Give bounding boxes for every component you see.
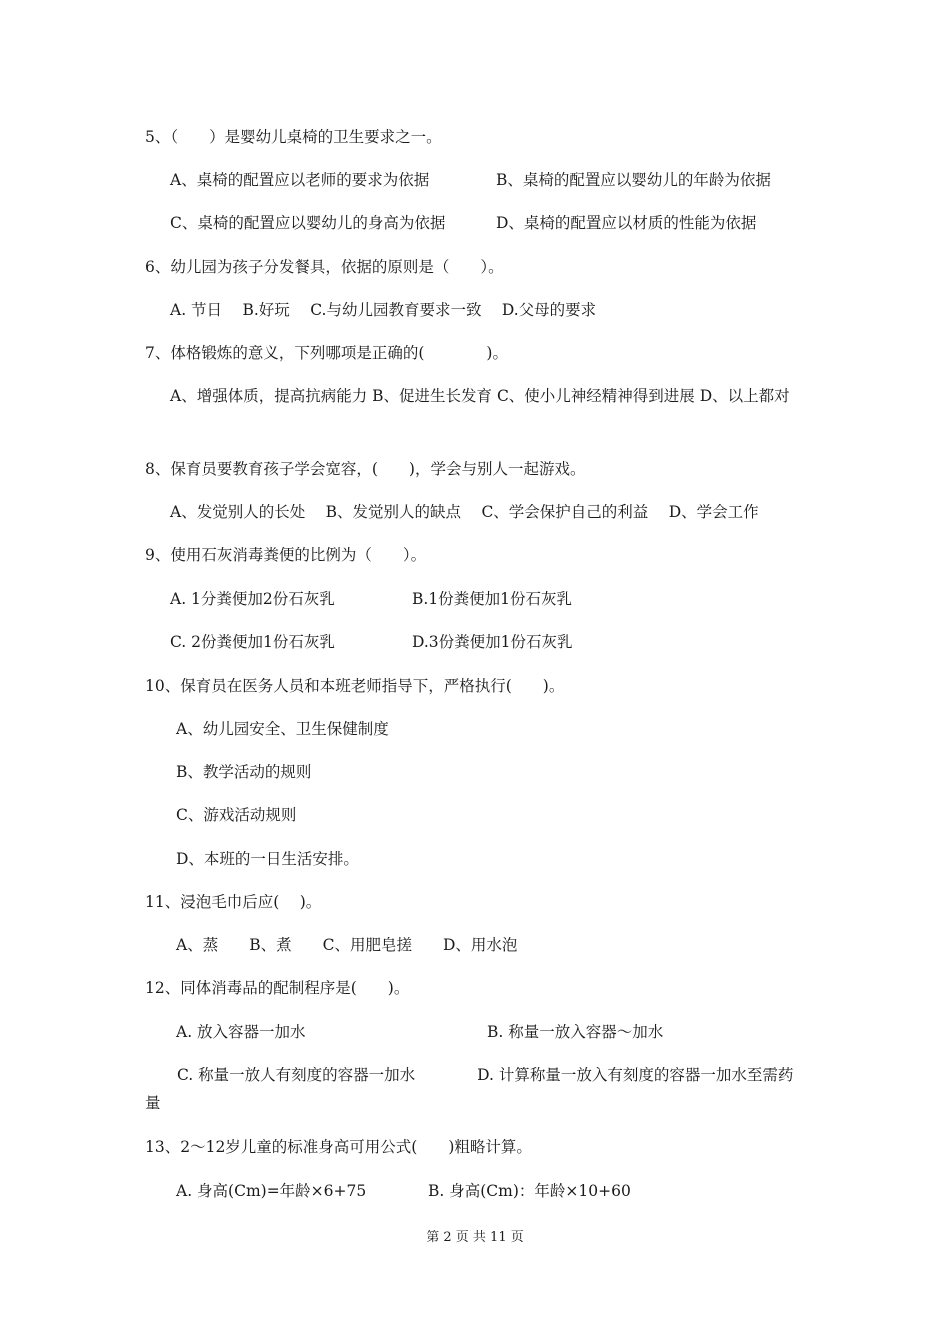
question-5-option-a: A、桌椅的配置应以老师的要求为依据 — [170, 171, 430, 189]
question-6-stem: 6、幼儿园为孩子分发餐具，依据的原则是（ ）。 — [145, 258, 504, 276]
question-5-stem: 5、（ ）是婴幼儿桌椅的卫生要求之一。 — [145, 128, 442, 146]
question-10-option-d: D、本班的一日生活安排。 — [176, 850, 359, 868]
question-5-option-c: C、桌椅的配置应以婴幼儿的身高为依据 — [170, 214, 446, 232]
question-13-stem: 13、2～12岁儿童的标准身高可用公式( )粗略计算。 — [145, 1138, 532, 1156]
question-12-option-a: A. 放入容器一加水 — [176, 1023, 306, 1041]
question-9-option-d: D.3份粪便加1份石灰乳 — [412, 633, 573, 651]
question-9-option-c: C. 2份粪便加1份石灰乳 — [170, 633, 335, 651]
page-number-footer: 第 2 页 共 11 页 — [426, 1230, 524, 1245]
question-6-options: A. 节日 B.好玩 C.与幼儿园教育要求一致 D.父母的要求 — [170, 301, 597, 319]
question-7-options: A、增强体质，提高抗病能力 B、促进生长发育 C、使小儿神经精神得到进展 D、以上都对 — [170, 387, 790, 405]
question-12-option-cd: C. 称量一放人有刻度的容器一加水 D. 计算称量一放入有刻度的容器一加水至需药量 — [145, 1066, 794, 1112]
question-5-option-b: B、桌椅的配置应以婴幼儿的年龄为依据 — [496, 171, 771, 189]
question-10-option-b: B、教学活动的规则 — [176, 763, 312, 781]
question-10-option-a: A、幼儿园安全、卫生保健制度 — [176, 720, 389, 738]
question-11-options: A、蒸 B、煮 C、用肥皂搓 D、用水泡 — [176, 936, 518, 954]
question-7-stem: 7、体格锻炼的意义，下列哪项是正确的( )。 — [145, 344, 508, 362]
question-10-stem: 10、保育员在医务人员和本班老师指导下，严格执行( )。 — [145, 677, 565, 695]
question-8-stem: 8、保育员要教育孩子学会宽容，( )，学会与别人一起游戏。 — [145, 460, 586, 478]
question-9-option-a: A. 1分粪便加2份石灰乳 — [170, 590, 335, 608]
question-13-option-b: B. 身高(Cm)：年龄×10+60 — [428, 1182, 631, 1200]
question-9-option-b: B.1份粪便加1份石灰乳 — [412, 590, 573, 608]
question-12-stem: 12、同体消毒品的配制程序是( )。 — [145, 979, 410, 997]
question-10-option-c: C、游戏活动规则 — [176, 806, 297, 824]
question-11-stem: 11、浸泡毛巾后应( )。 — [145, 893, 322, 911]
question-12-option-b: B. 称量一放入容器～加水 — [487, 1023, 664, 1041]
question-13-option-a: A. 身高(Cm)=年龄×6+75 — [176, 1182, 367, 1200]
question-9-stem: 9、使用石灰消毒粪便的比例为（ ）。 — [145, 546, 427, 564]
question-5-option-d: D、桌椅的配置应以材质的性能为依据 — [496, 214, 757, 232]
question-8-options: A、发觉别人的长处 B、发觉别人的缺点 C、学会保护自己的利益 D、学会工作 — [170, 503, 759, 521]
